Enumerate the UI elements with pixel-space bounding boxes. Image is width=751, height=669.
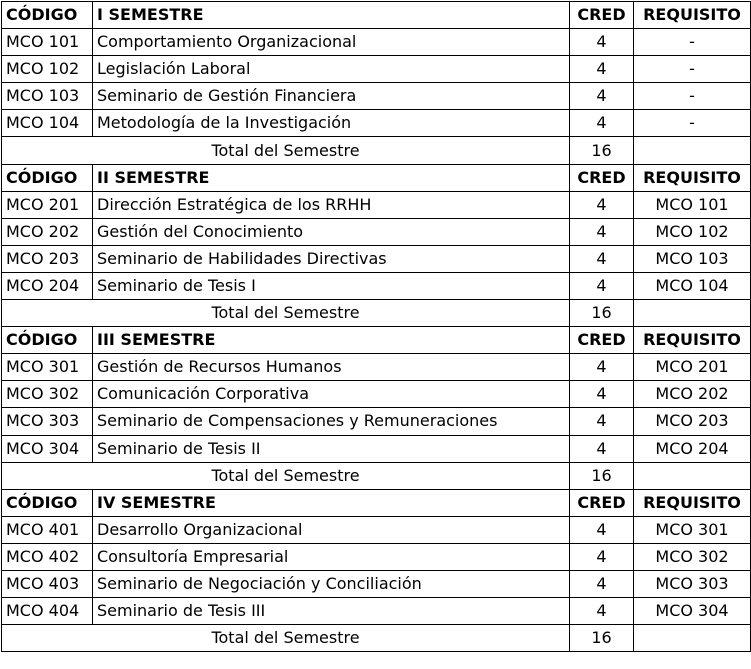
total-credits: 16 [570,462,634,489]
course-code: MCO 402 [2,543,93,570]
course-cred: 4 [570,245,634,272]
course-name: Desarrollo Organizacional [93,516,570,543]
course-requisito: MCO 202 [634,381,751,408]
header-cred: CRED [570,164,634,191]
header-code: CÓDIGO [2,327,93,354]
course-name: Seminario de Gestión Financiera [93,83,570,110]
course-requisito: MCO 203 [634,408,751,435]
course-row [2,110,751,137]
course-name: Metodología de la Investigación [93,110,570,137]
course-code: MCO 201 [2,191,93,218]
semester-block-3 [2,327,751,490]
course-name: Seminario de Compensaciones y Remuneraciones [93,408,570,435]
semester-title: III SEMESTRE [93,327,570,354]
total-credits: 16 [570,300,634,327]
course-cred: 4 [570,381,634,408]
semester-title: I SEMESTRE [93,2,570,29]
course-code: MCO 303 [2,408,93,435]
course-name: Consultoría Empresarial [93,543,570,570]
total-row [2,462,751,489]
course-cred: 4 [570,408,634,435]
semester-block-1 [2,2,751,165]
course-cred: 4 [570,598,634,625]
course-cred: 4 [570,83,634,110]
semester-header-row [2,2,751,29]
header-cred: CRED [570,2,634,29]
course-cred: 4 [570,56,634,83]
total-empty-cell [634,300,751,327]
course-name: Gestión de Recursos Humanos [93,354,570,381]
course-requisito: MCO 101 [634,191,751,218]
course-name: Seminario de Tesis III [93,598,570,625]
course-code: MCO 204 [2,272,93,299]
course-requisito: MCO 204 [634,435,751,462]
header-cred: CRED [570,489,634,516]
course-code: MCO 304 [2,435,93,462]
course-row [2,543,751,570]
course-requisito: MCO 302 [634,543,751,570]
total-row [2,137,751,164]
course-requisito: MCO 301 [634,516,751,543]
course-name: Comunicación Corporativa [93,381,570,408]
course-row [2,435,751,462]
course-name: Legislación Laboral [93,56,570,83]
total-credits: 16 [570,625,634,652]
course-row [2,381,751,408]
header-code: CÓDIGO [2,2,93,29]
course-code: MCO 404 [2,598,93,625]
course-row [2,191,751,218]
course-requisito: - [634,29,751,56]
total-row [2,300,751,327]
header-code: CÓDIGO [2,489,93,516]
course-code: MCO 101 [2,29,93,56]
semester-header-row [2,164,751,191]
course-row [2,570,751,597]
course-cred: 4 [570,218,634,245]
course-row [2,218,751,245]
course-requisito: - [634,110,751,137]
course-row [2,272,751,299]
course-code: MCO 202 [2,218,93,245]
course-requisito: MCO 303 [634,570,751,597]
course-name: Comportamiento Organizacional [93,29,570,56]
course-row [2,408,751,435]
header-requisito: REQUISITO [634,2,751,29]
course-cred: 4 [570,516,634,543]
curriculum-table [1,1,751,652]
course-name: Seminario de Tesis II [93,435,570,462]
course-cred: 4 [570,29,634,56]
total-label: Total del Semestre [2,462,570,489]
course-row [2,245,751,272]
course-row [2,29,751,56]
course-row [2,354,751,381]
semester-header-row [2,327,751,354]
course-requisito: - [634,83,751,110]
course-cred: 4 [570,435,634,462]
total-row [2,625,751,652]
course-requisito: MCO 102 [634,218,751,245]
course-cred: 4 [570,570,634,597]
header-cred: CRED [570,327,634,354]
course-name: Dirección Estratégica de los RRHH [93,191,570,218]
course-cred: 4 [570,272,634,299]
header-code: CÓDIGO [2,164,93,191]
header-requisito: REQUISITO [634,489,751,516]
course-requisito: - [634,56,751,83]
course-name: Seminario de Negociación y Conciliación [93,570,570,597]
course-row [2,83,751,110]
course-requisito: MCO 201 [634,354,751,381]
total-label: Total del Semestre [2,625,570,652]
course-code: MCO 301 [2,354,93,381]
semester-header-row [2,489,751,516]
header-requisito: REQUISITO [634,164,751,191]
course-row [2,516,751,543]
total-credits: 16 [570,137,634,164]
total-empty-cell [634,462,751,489]
total-label: Total del Semestre [2,137,570,164]
course-requisito: MCO 304 [634,598,751,625]
header-requisito: REQUISITO [634,327,751,354]
semester-block-4 [2,489,751,652]
course-code: MCO 401 [2,516,93,543]
course-cred: 4 [570,354,634,381]
total-empty-cell [634,137,751,164]
total-label: Total del Semestre [2,300,570,327]
course-cred: 4 [570,110,634,137]
course-code: MCO 403 [2,570,93,597]
course-requisito: MCO 103 [634,245,751,272]
semester-title: II SEMESTRE [93,164,570,191]
course-code: MCO 104 [2,110,93,137]
course-name: Seminario de Habilidades Directivas [93,245,570,272]
course-code: MCO 203 [2,245,93,272]
course-cred: 4 [570,543,634,570]
course-row [2,56,751,83]
course-code: MCO 103 [2,83,93,110]
course-row [2,598,751,625]
total-empty-cell [634,625,751,652]
course-name: Gestión del Conocimiento [93,218,570,245]
course-requisito: MCO 104 [634,272,751,299]
course-code: MCO 302 [2,381,93,408]
course-name: Seminario de Tesis I [93,272,570,299]
course-code: MCO 102 [2,56,93,83]
semester-block-2 [2,164,751,327]
course-cred: 4 [570,191,634,218]
semester-title: IV SEMESTRE [93,489,570,516]
